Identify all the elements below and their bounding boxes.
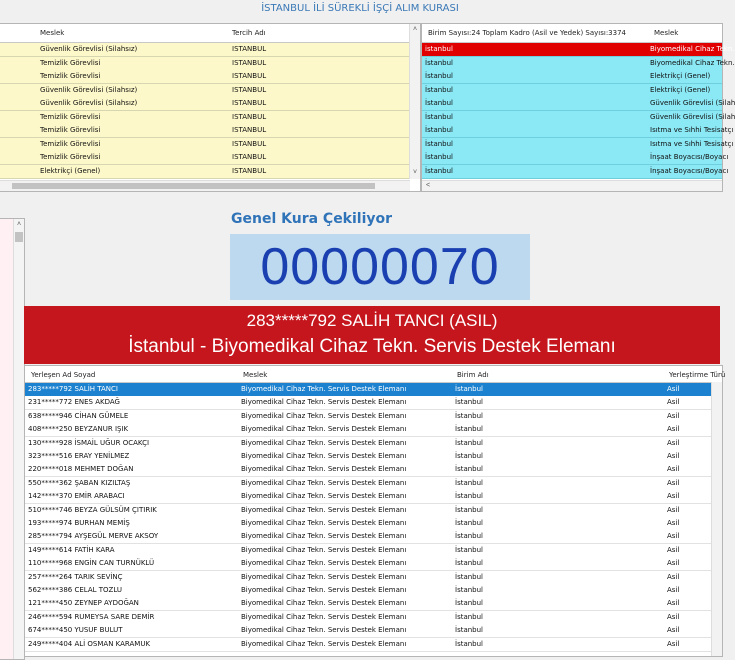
cell-name: 257*****264 TARIK SEVİNÇ (28, 572, 123, 581)
scroll-up-icon[interactable]: ˄ (16, 221, 22, 228)
table-row[interactable] (422, 111, 735, 125)
cell-meslek: İnşaat Boyacısı/Boyacı (650, 153, 729, 161)
cell-birim: İstanbul (455, 492, 484, 501)
column-header-ad-soyad[interactable]: Yerleşen Ad Soyad (31, 371, 96, 379)
cell-tercih: ISTANBUL (232, 72, 267, 80)
winner-placement: İstanbul - Biyomedikal Cihaz Tekn. Servis Destek Elemanı (128, 336, 616, 357)
column-header-meslek[interactable]: Meslek (40, 29, 65, 37)
cell-meslek: Biyomedikal Cihaz Tekn. Servis Destek Elemanı (241, 612, 407, 621)
column-header-birim-sayisi[interactable]: Birim Sayısı:24 Toplam Kadro (Asil ve Yedek) Sayısı:3374 (428, 29, 626, 37)
column-header-birim[interactable]: Birim Adı (457, 371, 489, 379)
table-row[interactable] (25, 571, 712, 585)
cell-meslek: Biyomedikal Cihaz Tekn. Servis Destek Elemanı (241, 505, 407, 514)
table-row[interactable] (0, 151, 410, 165)
cell-tur: Asil (667, 452, 680, 460)
cell-meslek: Biyomedikal Cihaz Tekn. Servis Destek Elemanı (241, 599, 407, 608)
cell-tercih: ISTANBUL (232, 112, 267, 121)
column-header-meslek[interactable]: Meslek (654, 29, 679, 37)
cell-meslek: Isıtma ve Sıhhi Tesisatçı (650, 126, 734, 134)
cell-tur: Asil (667, 559, 680, 568)
cell-birim: İstanbul (455, 452, 484, 460)
cell-tur: Asil (667, 639, 680, 648)
table-row[interactable] (25, 544, 712, 558)
cell-tercih: ISTANBUL (232, 45, 267, 53)
cell-birim: İstanbul (425, 99, 454, 107)
cell-name: 110*****968 ENGİN CAN TURNÜKLÜ (28, 559, 155, 568)
table-row[interactable] (25, 517, 712, 531)
table-row[interactable] (0, 70, 410, 84)
cell-meslek: Biyomedikal Cihaz Tekn. Servis Destek Elemanı (241, 559, 407, 568)
cell-name: 231*****772 ENES AKDAĞ (28, 398, 120, 407)
column-header-tercih[interactable]: Tercih Adı (232, 29, 266, 37)
scroll-thumb[interactable] (12, 183, 375, 189)
cell-meslek: Elektrikçi (Genel) (650, 85, 711, 94)
table-row[interactable] (422, 84, 722, 98)
cell-tur: Asil (667, 532, 680, 541)
cell-birim: İstanbul (455, 478, 484, 487)
cell-tercih: ISTANBUL (232, 85, 267, 94)
cell-meslek: Temizlik Görevlisi (40, 139, 101, 148)
table-row[interactable] (0, 111, 410, 125)
cell-birim: İstanbul (455, 599, 484, 608)
table-row[interactable] (25, 477, 712, 491)
cell-meslek: Isıtma ve Sıhhi Tesisatçı (650, 139, 734, 148)
table-row[interactable] (422, 97, 735, 111)
cell-meslek: Biyomedikal Cihaz Tekn. (650, 45, 735, 53)
cell-meslek: Güvenlik Görevlisi (Silahsız) (40, 85, 138, 94)
cell-meslek: Biyomedikal Cihaz Tekn. Servis Destek Elemanı (241, 586, 407, 594)
cell-birim: İstanbul (425, 72, 454, 80)
cell-birim: İstanbul (455, 626, 484, 635)
cell-birim: İstanbul (425, 85, 454, 94)
cell-tercih: ISTANBUL (232, 126, 267, 134)
cell-name: 283*****792 SALİH TANCI (28, 385, 118, 393)
cell-tercih: ISTANBUL (232, 139, 267, 148)
table-row[interactable] (25, 638, 712, 652)
cell-birim: İstanbul (455, 505, 484, 514)
cell-meslek: Biyomedikal Cihaz Tekn. Servis Destek Elemanı (241, 465, 407, 474)
cell-birim: İstanbul (425, 126, 454, 134)
cell-birim: İstanbul (455, 425, 484, 434)
column-header-meslek[interactable]: Meslek (243, 371, 268, 379)
horizontal-scrollbar[interactable] (0, 180, 410, 191)
cell-tercih: ISTANBUL (232, 58, 267, 67)
vertical-scrollbar[interactable] (409, 24, 420, 179)
cell-birim: İstanbul (455, 639, 484, 648)
cell-tur: Asil (667, 398, 680, 407)
app-title: İSTANBUL İLİ SÜREKLİ İŞÇİ ALIM KURASI (261, 3, 459, 14)
vertical-scrollbar[interactable] (711, 382, 722, 656)
cell-meslek: İnşaat Boyacısı/Boyacı (650, 166, 729, 175)
cell-meslek: Temizlik Görevlisi (40, 58, 101, 67)
cell-birim: İstanbul (425, 112, 454, 121)
cell-birim: İstanbul (425, 153, 454, 161)
cell-tur: Asil (667, 599, 680, 608)
top-right-grid[interactable] (421, 23, 735, 192)
table-row[interactable] (422, 124, 734, 138)
table-row[interactable] (0, 84, 410, 98)
cell-name: 142*****370 EMİR ARABACI (28, 492, 125, 501)
winner-banner (24, 306, 720, 364)
cell-meslek: Güvenlik Görevlisi (Silahsız) (40, 99, 138, 107)
table-row[interactable] (25, 423, 712, 437)
cell-tur: Asil (667, 505, 680, 514)
cell-birim: İstanbul (455, 398, 484, 407)
cell-birim: İstanbul (455, 519, 484, 527)
cell-meslek: Temizlik Görevlisi (40, 126, 101, 134)
cell-name: 674*****450 YUSUF BULUT (28, 626, 123, 635)
results-grid[interactable] (24, 365, 726, 657)
table-row[interactable] (25, 530, 712, 544)
cell-birim: İstanbul (455, 385, 484, 393)
cell-name: 510*****746 BEYZA GÜLSÜM ÇITIRIK (28, 505, 157, 514)
cell-birim: İstanbul (455, 411, 484, 420)
table-row[interactable] (0, 165, 410, 179)
cell-meslek: Biyomedikal Cihaz Tekn. Servis Destek Elemanı (241, 385, 407, 393)
cell-name: 550*****362 ŞABAN KIZILTAŞ (28, 478, 131, 487)
top-right-grid-header (422, 24, 722, 43)
winner-name: 283*****792 SALİH TANCI (ASIL) (246, 311, 498, 330)
vertical-scrollbar[interactable] (13, 219, 24, 659)
cell-tur: Asil (667, 492, 680, 501)
table-row[interactable] (25, 557, 712, 571)
cell-tercih: ISTANBUL (232, 166, 267, 175)
cell-meslek: Biyomedikal Cihaz Tekn. Servis Destek Elemanı (241, 398, 407, 407)
cell-name: 193*****974 BURHAN MEMİŞ (28, 519, 130, 527)
cell-meslek: Elektrikçi (Genel) (40, 166, 101, 175)
cell-name: 562*****386 CELAL TOZLU (28, 586, 122, 594)
cell-meslek: Elektrikçi (Genel) (650, 72, 711, 80)
table-row[interactable] (422, 70, 722, 84)
table-row[interactable] (25, 611, 712, 625)
cell-birim: İstanbul (455, 572, 484, 581)
table-row[interactable] (422, 57, 735, 71)
cell-name: 130*****928 İSMAİL UĞUR OCAKÇI (28, 438, 150, 447)
cell-name: 408*****250 BEYZANUR IŞIK (28, 425, 129, 434)
cell-tur: Asil (667, 572, 680, 581)
table-row[interactable] (0, 97, 410, 111)
cell-tur: Asil (667, 545, 680, 554)
horizontal-scrollbar[interactable] (422, 180, 722, 191)
cell-meslek: Güvenlik Görevlisi (Silah (650, 99, 735, 107)
cell-meslek: Biyomedikal Cihaz Tekn. Servis Destek Elemanı (241, 411, 407, 420)
cell-tur: Asil (667, 626, 680, 635)
cell-birim: İstanbul (455, 586, 484, 594)
cell-birim: İstanbul (455, 559, 484, 568)
table-row[interactable] (0, 138, 410, 152)
scroll-thumb[interactable] (15, 232, 23, 242)
cell-tercih: ISTANBUL (232, 99, 267, 107)
results-grid-header (25, 366, 726, 383)
table-row[interactable] (422, 43, 735, 57)
top-left-grid[interactable] (0, 23, 421, 192)
cell-name: 323*****516 ERAY YENİLMEZ (28, 452, 130, 460)
cell-tur: Asil (667, 519, 680, 527)
cell-meslek: Güvenlik Görevlisi (Silahsız) (40, 45, 138, 53)
cell-name: 638*****946 CİHAN GÜMELE (28, 411, 129, 420)
table-row[interactable] (0, 43, 410, 57)
cell-meslek: Biyomedikal Cihaz Tekn. Servis Destek Elemanı (241, 519, 407, 527)
cell-meslek: Biyomedikal Cihaz Tekn. Servis Destek Elemanı (241, 425, 407, 434)
table-row[interactable] (25, 450, 712, 464)
cell-meslek: Biyomedikal Cihaz Tekn. Servis Destek Elemanı (241, 626, 407, 635)
cell-birim: İstanbul (425, 166, 454, 175)
cell-tur: Asil (667, 586, 680, 594)
cell-tercih: ISTANBUL (232, 153, 267, 161)
cell-meslek: Biyomedikal Cihaz Tekn. Servis Destek Elemanı (241, 639, 407, 648)
top-left-grid-header (0, 24, 420, 43)
cell-meslek: Biyomedikal Cihaz Tekn. (650, 58, 735, 67)
cell-tur: Asil (667, 478, 680, 487)
table-row[interactable] (25, 410, 712, 424)
table-row[interactable] (422, 165, 729, 179)
cell-meslek: Temizlik Görevlisi (40, 72, 101, 80)
cell-name: 285*****794 AYŞEGÜL MERVE AKSOY (28, 532, 159, 541)
cell-tur: Asil (667, 385, 680, 393)
cell-birim: İstanbul (455, 545, 484, 554)
cell-meslek: Biyomedikal Cihaz Tekn. Servis Destek Elemanı (241, 572, 407, 581)
draw-status-label: Genel Kura Çekiliyor (231, 211, 393, 227)
cell-meslek: Biyomedikal Cihaz Tekn. Servis Destek Elemanı (241, 492, 407, 501)
table-row[interactable] (25, 463, 712, 477)
cell-birim: İstanbul (455, 532, 484, 541)
table-row[interactable] (422, 138, 734, 152)
cell-birim: İstanbul (425, 58, 454, 67)
cell-name: 149*****614 FATİH KARA (28, 545, 115, 554)
column-header-yerlestirme[interactable]: Yerleştirme Türü (669, 371, 726, 379)
table-row[interactable] (25, 584, 712, 598)
table-row[interactable] (0, 124, 410, 138)
cell-tur: Asil (667, 438, 680, 447)
cell-birim: İstanbul (455, 612, 484, 621)
cell-tur: Asil (667, 411, 680, 420)
scroll-left-icon[interactable]: < (425, 182, 431, 189)
cell-meslek: Biyomedikal Cihaz Tekn. Servis Destek Elemanı (241, 478, 407, 487)
cell-meslek: Biyomedikal Cihaz Tekn. Servis Destek Elemanı (241, 438, 407, 447)
cell-meslek: Temizlik Görevlisi (40, 112, 101, 121)
table-row[interactable] (422, 151, 729, 165)
cell-meslek: Biyomedikal Cihaz Tekn. Servis Destek Elemanı (241, 545, 407, 554)
table-row[interactable] (25, 490, 712, 504)
table-row[interactable] (25, 396, 712, 410)
cell-tur: Asil (667, 465, 680, 474)
cell-birim: İstanbul (455, 438, 484, 447)
cell-meslek: Biyomedikal Cihaz Tekn. Servis Destek Elemanı (241, 452, 407, 460)
table-row[interactable] (25, 383, 712, 397)
cell-meslek: Güvenlik Görevlisi (Silah (650, 112, 735, 121)
cell-name: 246*****594 RUMEYSA SARE DEMİR (28, 612, 155, 621)
cell-meslek: Biyomedikal Cihaz Tekn. Servis Destek Elemanı (241, 532, 407, 541)
draw-number-display: 00000070 (230, 234, 530, 300)
cell-name: 121*****450 ZEYNEP AYDOĞAN (28, 599, 139, 608)
cell-name: 249*****404 ALİ OSMAN KARAMUK (28, 639, 151, 648)
table-row[interactable] (0, 57, 410, 71)
table-row[interactable] (25, 624, 712, 638)
scroll-up-icon[interactable]: ˄ (412, 26, 418, 33)
table-row[interactable] (25, 597, 712, 611)
table-row[interactable] (25, 437, 712, 451)
cell-birim: İstanbul (425, 139, 454, 148)
cell-birim: İstanbul (455, 465, 484, 474)
cell-name: 220*****018 MEHMET DOĞAN (28, 465, 134, 474)
cell-tur: Asil (667, 425, 680, 434)
cell-meslek: Temizlik Görevlisi (40, 153, 101, 161)
cell-birim: istanbul (425, 45, 453, 53)
cell-tur: Asil (667, 612, 680, 621)
left-list-panel[interactable] (0, 218, 25, 660)
table-row[interactable] (25, 504, 712, 518)
scroll-down-icon[interactable]: ˅ (412, 169, 418, 176)
